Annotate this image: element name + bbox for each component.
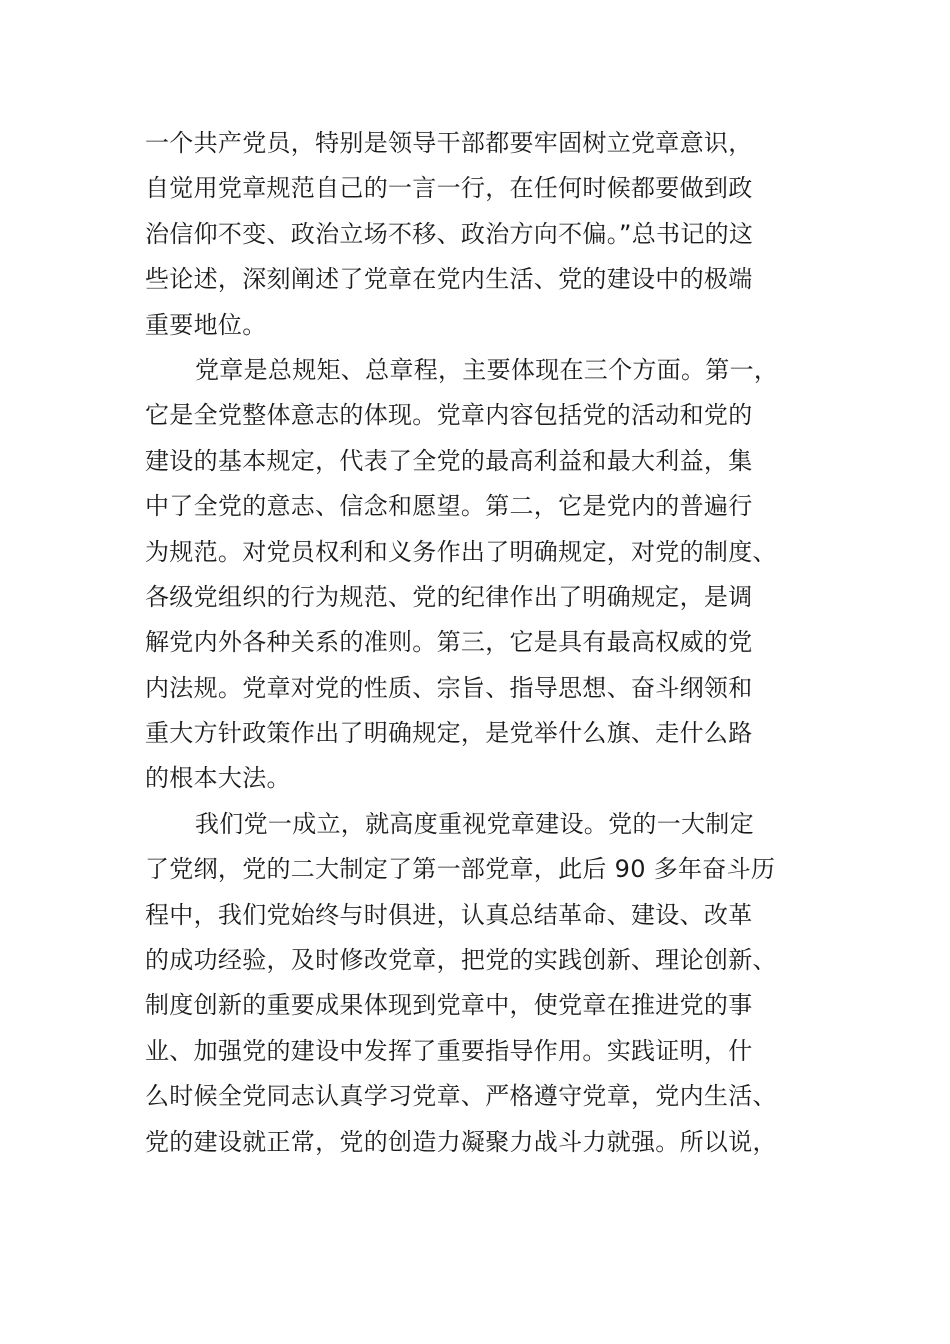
text-line: 业、加强党的建设中发挥了重要指导作用。实践证明，什 bbox=[145, 1036, 753, 1065]
text-line: 程中，我们党始终与时俱进，认真总结革命、建设、改革 bbox=[145, 900, 753, 929]
text-line: 的成功经验，及时修改党章，把党的实践创新、理论创新、 bbox=[145, 946, 777, 975]
text-line: 了党纲，党的二大制定了第一部党章，此后 90 多年奋斗历 bbox=[145, 855, 776, 884]
text-line: 重要地位。 bbox=[145, 310, 267, 339]
paragraph-first-line: 我们党一成立，就高度重视党章建设。党的一大制定 bbox=[195, 809, 754, 838]
text-line: 一个共产党员，特别是领导干部都要牢固树立党章意识， bbox=[145, 129, 753, 157]
text-line: 治信仰不变、政治立场不移、政治方向不偏。”总书记的这 bbox=[145, 219, 754, 248]
text-line: 为规范。对党员权利和义务作出了明确规定，对党的制度、 bbox=[145, 537, 777, 566]
text-line: 它是全党整体意志的体现。党章内容包括党的活动和党的 bbox=[145, 401, 753, 430]
text-line: 党的建设就正常，党的创造力凝聚力战斗力就强。所以说， bbox=[145, 1127, 777, 1156]
text-line: 的根本大法。 bbox=[145, 764, 291, 793]
text-line: 制度创新的重要成果体现到党章中，使党章在推进党的事 bbox=[145, 991, 753, 1020]
text-line: 些论述，深刻阐述了党章在党内生活、党的建设中的极端 bbox=[145, 265, 753, 294]
paragraph-first-line: 党章是总规矩、总章程，主要体现在三个方面。第一， bbox=[195, 355, 779, 384]
text-line: 各级党组织的行为规范、党的纪律作出了明确规定，是调 bbox=[145, 582, 753, 611]
text-line: 自觉用党章规范自己的一言一行，在任何时候都要做到政 bbox=[145, 174, 753, 203]
text-line: 解党内外各种关系的准则。第三，它是具有最高权威的党 bbox=[145, 628, 753, 657]
text-line: 么时候全党同志认真学习党章、严格遵守党章，党内生活、 bbox=[145, 1082, 777, 1111]
text-line: 建设的基本规定，代表了全党的最高利益和最大利益，集 bbox=[145, 446, 753, 475]
body-text bbox=[145, 121, 810, 1165]
text-line: 中了全党的意志、信念和愿望。第二，它是党内的普遍行 bbox=[145, 492, 753, 521]
text-line: 内法规。党章对党的性质、宗旨、指导思想、奋斗纲领和 bbox=[145, 673, 753, 702]
text-line: 重大方针政策作出了明确规定，是党举什么旗、走什么路 bbox=[145, 719, 753, 748]
